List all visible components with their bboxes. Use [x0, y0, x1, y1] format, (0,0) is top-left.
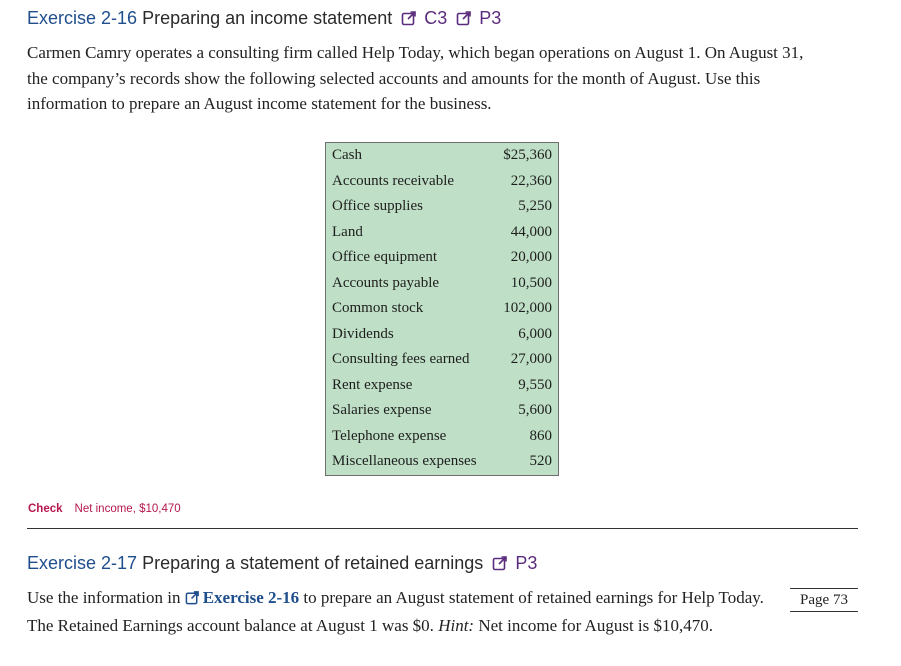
account-row: [326, 169, 559, 195]
check-text: Net income, $10,470: [74, 503, 181, 515]
account-name: Telephone expense: [332, 427, 447, 444]
account-row: [326, 424, 559, 450]
account-amount: 27,000: [510, 351, 552, 367]
account-name: Accounts receivable: [332, 172, 455, 189]
account-amount: 20,000: [510, 249, 552, 265]
learning-objective-code[interactable]: P3: [515, 553, 538, 573]
exercise-16-name: Preparing an income statement: [142, 8, 393, 28]
page-marker: Page 73: [790, 588, 858, 612]
exercise-16-paragraph: Carmen Camry operates a consulting firm called Help Today, which began operations on August 1. On August 31, the company’s records show the following selected accounts and amounts for the month of August. Use this information to prepare an August income statement for the business.: [27, 43, 804, 113]
section-divider: [27, 528, 858, 529]
exercise-17-number: Exercise 2-17: [27, 553, 138, 573]
account-name: Salaries expense: [332, 402, 432, 418]
accounts-table: [325, 142, 559, 476]
external-link-icon[interactable]: [492, 554, 508, 576]
account-amount: 22,360: [510, 172, 552, 189]
external-link-icon[interactable]: [456, 9, 472, 31]
account-row: [326, 245, 559, 271]
account-amount: $25,360: [503, 147, 552, 163]
check-label: Check: [28, 503, 63, 515]
account-amount: 6,000: [518, 325, 552, 342]
hint-text: Net income for August is $10,470.: [474, 615, 713, 635]
exercise-17-text-start: Use the information in: [27, 588, 185, 607]
learning-objective-code[interactable]: C3: [424, 8, 448, 28]
account-name: Land: [332, 223, 363, 240]
exercise-17-title: [27, 552, 537, 576]
exercise-16-number: Exercise 2-16: [27, 8, 138, 28]
account-amount: 102,000: [503, 300, 552, 316]
exercise-17-paragraph: [27, 585, 787, 638]
account-name: Office supplies: [332, 198, 423, 214]
account-row: [326, 194, 559, 220]
account-row: [326, 296, 559, 322]
check-figure: [28, 502, 181, 516]
account-amount: 10,500: [510, 274, 552, 291]
account-amount: 860: [529, 427, 552, 444]
account-row: [326, 322, 559, 348]
account-name: Dividends: [332, 325, 394, 342]
exercise-17-text-middle: to prepare an August statement of retained earnings for Help Today. The Retained Earnings account balance at August 1 was $0.: [27, 588, 764, 635]
account-row: [326, 347, 559, 373]
account-row: [326, 143, 559, 169]
account-name: Office equipment: [332, 249, 438, 265]
learning-objective-code[interactable]: P3: [479, 8, 502, 28]
account-amount: 44,000: [510, 223, 552, 240]
accounts-table-body: [326, 143, 559, 476]
account-name: Accounts payable: [332, 274, 440, 291]
exercise-17-name: Preparing a statement of retained earnings: [142, 553, 484, 573]
account-name: Cash: [332, 147, 362, 163]
account-amount: 5,250: [518, 198, 552, 214]
external-link-icon[interactable]: [401, 9, 417, 31]
account-name: Consulting fees earned: [332, 351, 470, 367]
account-row: [326, 373, 559, 399]
account-name: Common stock: [332, 300, 424, 316]
account-amount: 9,550: [518, 376, 552, 393]
account-row: [326, 271, 559, 297]
account-row: [326, 398, 559, 424]
account-amount: 520: [529, 453, 552, 469]
account-name: Rent expense: [332, 376, 413, 393]
account-row: [326, 449, 559, 475]
exercise-16-link[interactable]: Exercise 2-16: [202, 588, 300, 607]
external-link-icon[interactable]: [185, 587, 200, 613]
hint-label: Hint:: [438, 615, 475, 635]
account-name: Miscellaneous expenses: [332, 453, 477, 469]
account-row: [326, 220, 559, 246]
exercise-16-title: [27, 7, 501, 31]
account-amount: 5,600: [518, 402, 552, 418]
